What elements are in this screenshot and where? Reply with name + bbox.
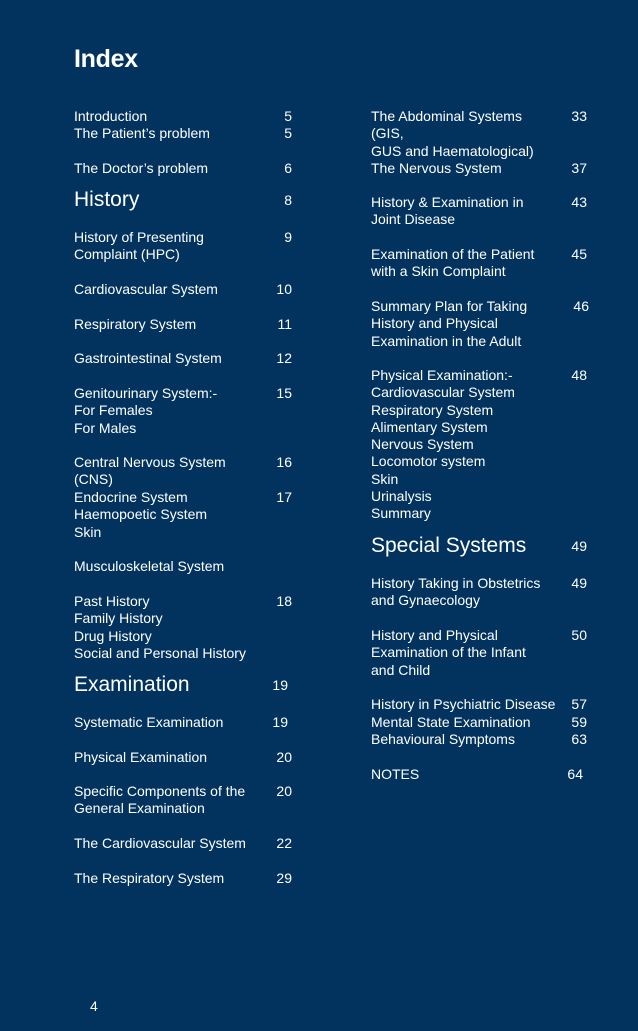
toc-entry-text: Behavioural Symptoms [371,731,515,747]
toc-entry-text: The Doctor’s problem [74,160,209,176]
toc-entry-text: Summary Plan for Taking History and Physical Examination in the Adult [371,298,528,349]
toc-entry-cardiovascular-system [74,835,292,852]
toc-entry-page: 19 [272,714,288,730]
toc-entry-text: Respiratory System [74,316,197,332]
section-heading-special-systems [371,534,587,558]
toc-entry-text: History & Examination in Joint Disease [371,194,524,228]
toc-entry-skin-complaint [371,246,587,281]
section-heading-page: 19 [272,677,288,693]
toc-entry-page: 17 [276,489,292,505]
toc-entry-page: 50 [571,627,587,643]
toc-entry-systematic-examination [74,714,292,731]
section-heading-examination [74,673,292,697]
toc-entry-notes [371,766,587,783]
toc-entry-psychiatric-disease [371,696,587,713]
toc-entry-text: Gastrointestinal System [74,350,222,366]
toc-entry-page: 45 [571,246,587,262]
toc-entry-page: 20 [276,783,292,799]
toc-entry-text: The Cardiovascular System [74,835,246,851]
toc-entry-respiratory-system [74,870,292,887]
toc-entry-abdominal-systems [371,108,587,160]
toc-entry-obstetrics [371,575,587,610]
toc-entry-text: Cardiovascular System [74,281,218,297]
toc-entry-page: 5 [284,108,292,124]
section-heading-text: Special Systems [371,534,527,557]
toc-entry-physical-examination-list [371,367,587,523]
toc-entry-endocrine [74,489,292,541]
toc-entry-page: 20 [276,749,292,765]
toc-entry-page: 49 [571,575,587,591]
toc-entry-page: 64 [567,766,583,782]
toc-entry-page: 16 [276,454,292,470]
section-heading-page: 8 [284,192,292,208]
page-number: 4 [90,998,98,1014]
toc-entry-text: Past History Family History Drug History Social and Personal History [74,593,246,661]
toc-entry-infant-and-child [371,627,587,679]
toc-entry-introduction [74,108,292,125]
toc-entry-page: 29 [276,870,292,886]
toc-entry-page: 5 [284,125,292,141]
toc-entry-text: Introduction [74,108,148,124]
section-heading-history [74,188,292,212]
toc-entry-text: History of Presenting Complaint (HPC) [74,229,204,263]
toc-entry-patients-problem [74,125,292,142]
toc-entry-nervous-system [371,160,587,177]
toc-entry-mental-state [371,714,587,731]
toc-entry-text: Physical Examination [74,749,208,765]
toc-entry-summary-plan [371,298,587,350]
toc-entry-text: History Taking in Obstetrics and Gynaecology [371,575,541,609]
toc-entry-hpc [74,229,292,264]
toc-entry-doctors-problem [74,160,292,177]
toc-entry-page: 33 [571,108,587,124]
toc-entry-text: Genitourinary System:- For Females For Males [74,385,218,436]
toc-entry-text: The Patient’s problem [74,125,210,141]
toc-entry-text: History in Psychiatric Disease [371,696,556,712]
toc-entry-text: History and Physical Examination of the Infant and Child [371,627,526,678]
toc-entry-page: 48 [571,367,587,383]
toc-entry-page: 6 [284,160,292,176]
toc-entry-musculoskeletal [74,558,292,575]
toc-entry-page: 18 [276,593,292,609]
page-title: Index [74,45,138,73]
toc-entry-text: Systematic Examination [74,714,224,730]
toc-entry-joint-disease [371,194,587,229]
toc-entry-page: 57 [571,696,587,712]
toc-entry-gastrointestinal [74,350,292,367]
section-heading-text: History [74,188,140,211]
toc-entry-page: 15 [276,385,292,401]
toc-entry-page: 10 [276,281,292,297]
toc-entry-text: Examination of the Patient with a Skin Complaint [371,246,535,280]
toc-entry-cardiovascular [74,281,292,298]
section-heading-text: Examination [74,673,190,696]
toc-entry-text: Mental State Examination [371,714,531,730]
toc-entry-text: The Abdominal Systems (GIS, GUS and Haematological) [371,108,534,159]
toc-entry-page: 43 [571,194,587,210]
toc-entry-page: 9 [284,229,292,245]
toc-entry-page: 22 [276,835,292,851]
toc-entry-specific-components [74,783,292,818]
toc-entry-genitourinary [74,385,292,437]
toc-entry-cns [74,454,292,489]
toc-entry-text: Central Nervous System (CNS) [74,454,226,488]
toc-entry-page: 11 [277,316,292,332]
toc-entry-text: Specific Components of the General Examination [74,783,246,817]
toc-entry-past-history [74,593,292,662]
toc-entry-text: Musculoskeletal System [74,558,225,574]
toc-entry-text: The Nervous System [371,160,502,176]
toc-entry-behavioural-symptoms [371,731,587,748]
toc-entry-physical-examination [74,749,292,766]
toc-entry-page: 63 [571,731,587,747]
toc-entry-text: The Respiratory System [74,870,225,886]
toc-entry-text: Physical Examination:- Cardiovascular System Respiratory System Alimentary System Nervous System Locomotor system Skin Urinalysis Summary [371,367,515,522]
toc-entry-page: 37 [571,160,587,176]
section-heading-page: 49 [571,538,587,554]
toc-entry-respiratory [74,316,292,333]
toc-entry-page: 59 [571,714,587,730]
toc-entry-text: Endocrine System Haemopoetic System Skin [74,489,208,540]
toc-entry-text: NOTES [371,766,420,782]
toc-entry-page: 46 [573,298,589,314]
toc-entry-page: 12 [276,350,292,366]
